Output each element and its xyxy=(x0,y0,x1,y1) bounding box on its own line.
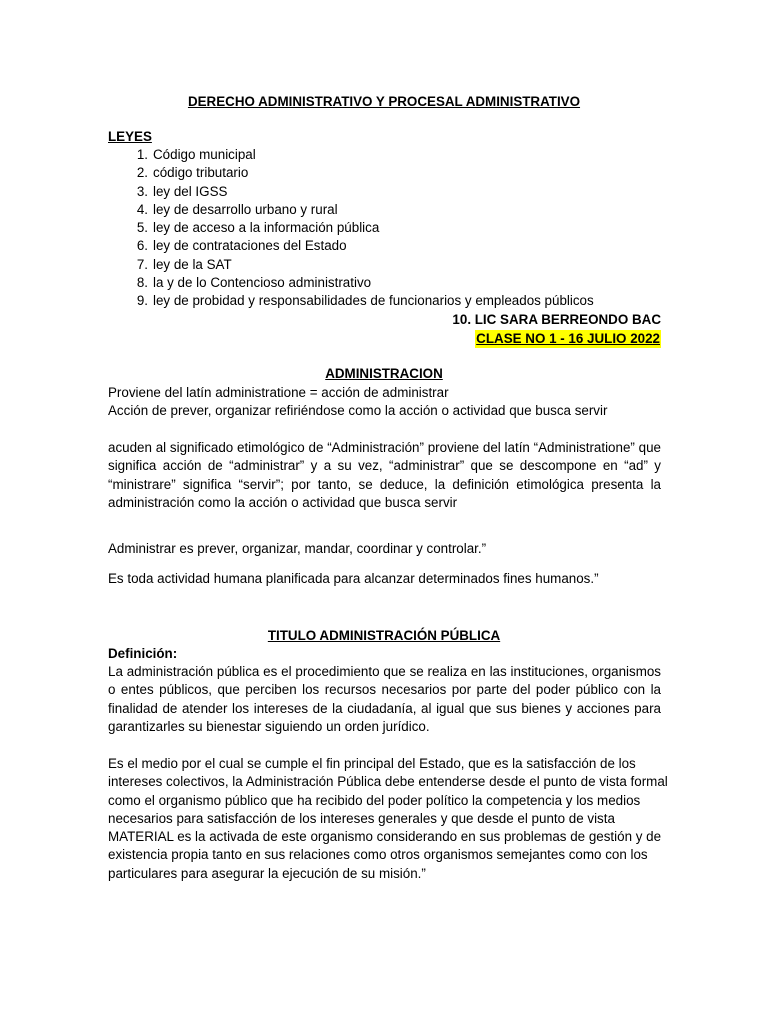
law-text: ley de la SAT xyxy=(153,256,232,272)
law-text: ley del IGSS xyxy=(153,183,228,199)
law-item xyxy=(108,164,594,182)
class-date-highlight: CLASE NO 1 - 16 JULIO 2022 xyxy=(475,330,661,348)
law-text: ley de probidad y responsabilidades de funcionarios y empleados públicos xyxy=(153,293,594,309)
section-heading-administracion: ADMINISTRACION xyxy=(325,366,443,381)
law-text: la y de lo Contencioso administrativo xyxy=(153,275,372,291)
leyes-heading: LEYES xyxy=(108,129,152,144)
law-text: ley de acceso a la información pública xyxy=(153,220,380,236)
law-item xyxy=(108,219,594,237)
law-number: 8. xyxy=(136,275,148,291)
section-heading-publica: TITULO ADMINISTRACIÓN PÚBLICA xyxy=(267,628,501,643)
latin-origin-line: Proviene del latín administratione = acción de administrar xyxy=(108,385,449,400)
law-item xyxy=(108,274,594,292)
law-item xyxy=(108,146,594,164)
law-number: 4. xyxy=(136,201,148,217)
definition-line: Acción de prever, organizar refiriéndose como la acción o actividad que busca servir xyxy=(108,403,608,418)
document-title: DERECHO ADMINISTRATIVO Y PROCESAL ADMINISTRATIVO xyxy=(187,94,581,109)
law-item xyxy=(108,201,594,219)
quote-administrar: Administrar es prever, organizar, mandar, coordinar y controlar.” xyxy=(108,541,487,556)
definicion-paragraph: La administración pública es el procedimiento que se realiza en las instituciones, organismos o entes públicos, que perciben los recursos necesarios por parte del poder público con la finalidad de atender los intereses de la ciudadanía, al igual que sus bienes y acciones para garantizarles su bienestar siguiendo un orden jurídico. xyxy=(108,664,661,734)
law-number: 2. xyxy=(136,165,148,181)
law-number: 7. xyxy=(136,256,148,272)
law-text: ley de desarrollo urbano y rural xyxy=(153,201,338,217)
law-number: 1. xyxy=(136,147,148,162)
law-text: Código municipal xyxy=(153,147,256,162)
fin-del-estado-paragraph: Es el medio por el cual se cumple el fin principal del Estado, que es la satisfacción de los intereses colectivos, la Administración Pública debe entenderse desde el punto de vista formal como el organismo público que ha recibido del poder político la competencia y los medios necesarios para satisfacción de los intereses generales y que desde el punto de vista MATERIAL es la activada de este organismo considerando en sus problemas de gestión y de existencia propia tanto en sus relaciones como otros organismos semejantes como con los particulares para asegurar la ejecución de su misión.” xyxy=(108,756,668,881)
law-number: 9. xyxy=(136,293,148,309)
law-item xyxy=(108,237,594,255)
law-item xyxy=(108,256,594,274)
definicion-label: Definición: xyxy=(108,646,178,661)
author-line: 10. LIC SARA BERREONDO BAC xyxy=(452,312,661,327)
law-item xyxy=(108,292,594,310)
etymology-paragraph: acuden al significado etimológico de “Administración” proviene del latín “Administratione” que significa acción de “administrar” y a su vez, “administrar” que se descompone en “ad” y “ministrare” significa “servir”; por tanto, se deduce, la definición etimológica presenta la administración como la acción o actividad que busca servir xyxy=(108,440,661,510)
law-text: ley de contrataciones del Estado xyxy=(153,238,347,254)
laws-list xyxy=(108,146,594,311)
law-number: 5. xyxy=(136,220,148,236)
law-text: código tributario xyxy=(153,165,249,181)
quote-actividad-humana: Es toda actividad humana planificada para alcanzar determinados fines humanos.” xyxy=(108,571,599,586)
law-number: 6. xyxy=(136,238,148,254)
law-number: 3. xyxy=(136,183,148,199)
law-item xyxy=(108,183,594,201)
